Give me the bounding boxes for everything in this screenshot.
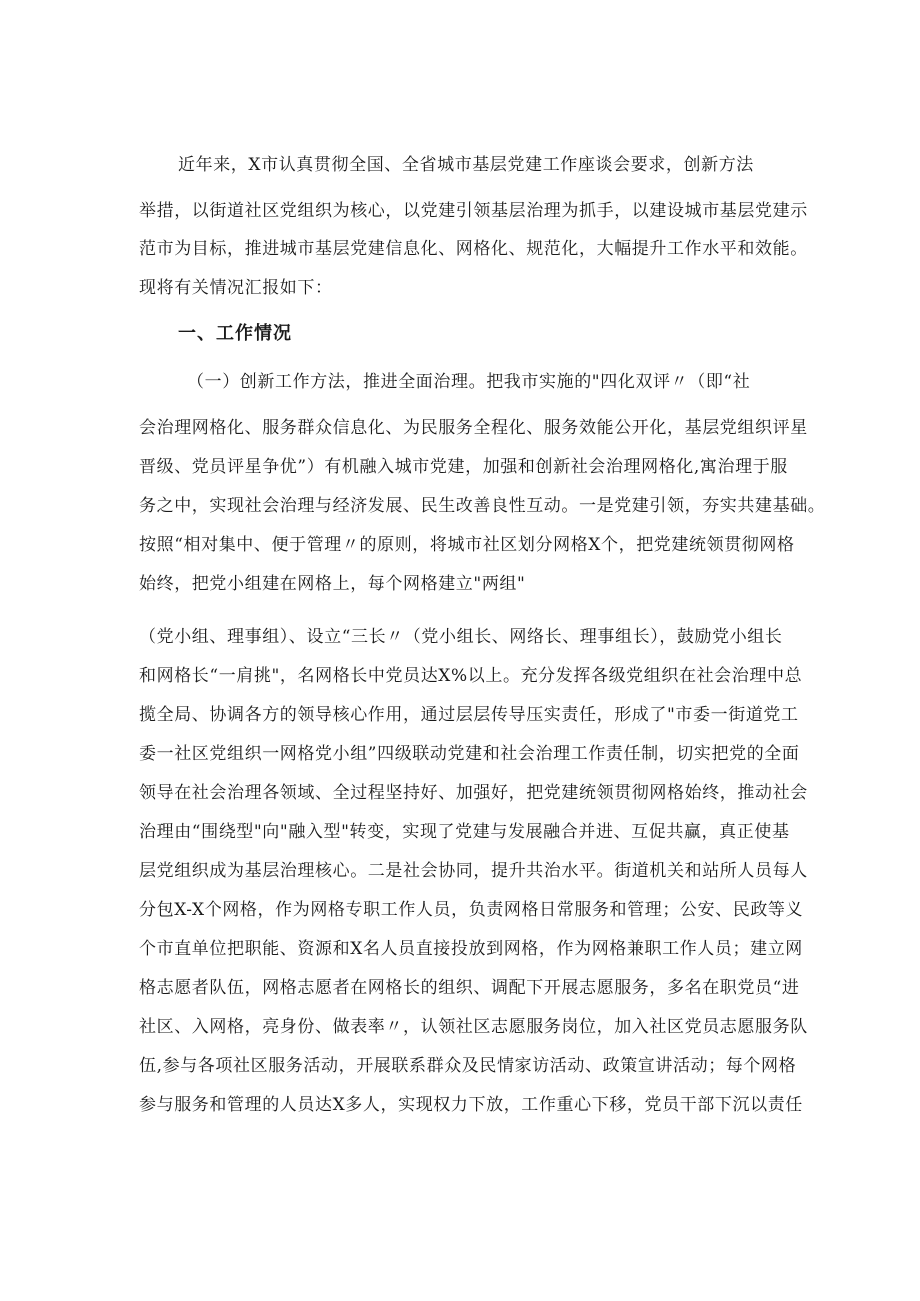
paragraph-line: （党小组、理事组）、设立“三长〃（党小组长、网络长、理事组长），鼓励党小组长	[139, 627, 783, 647]
intro-line-2: 举措，以街道社区党组织为核心，以党建引领基层治理为抓手，以建设城市基层党建示	[139, 201, 808, 221]
paragraph-line: （一）创新工作方法，推进全面治理。把我市实施的"四化双评〃（即“社	[187, 372, 751, 392]
section-heading: 一、工作情况	[178, 323, 292, 344]
paragraph-line: 始终，把党小组建在网格上，每个网格建立"两组"	[139, 574, 526, 594]
paragraph-line: 按照“相对集中、便于管理〃的原则，将城市社区划分网格X个，把党建统领贯彻网格	[139, 535, 795, 555]
intro-line-3: 范市为目标，推进城市基层党建信息化、网格化、规范化，大幅提升工作水平和效能。	[139, 239, 808, 259]
paragraph-line: 分包X-X个网格，作为网格专职工作人员，负责网格日常服务和管理；公安、民政等义	[139, 900, 804, 920]
paragraph-line: 个市直单位把职能、资源和X名人员直接投放到网格，作为网格兼职工作人员；建立网	[139, 939, 803, 959]
paragraph-line: 和网格长“一肩挑"，名网格长中党员达X%以上。充分发挥各级党组织在社会治理中总	[139, 666, 803, 686]
paragraph-line: 伍,参与各项社区服务活动，开展联系群众及民情家访活动、政策宣讲活动；每个网格	[139, 1056, 797, 1076]
paragraph-line: 治理由“围绕型"向"融入型"转变，实现了党建与发展融合并进、互促共赢，真正使基	[139, 822, 790, 842]
paragraph-line: 层党组织成为基层治理核心。二是社会协同，提升共治水平。街道机关和站所人员每人	[139, 861, 808, 881]
paragraph-line: 务之中，实现社会治理与经济发展、民生改善良性互动。一是党建引领，夯实共建基础。	[139, 496, 826, 516]
paragraph-line: 委一社区党组织一网格党小组”四级联动党建和社会治理工作责任制，切实把党的全面	[139, 744, 800, 764]
paragraph-line: 会治理网格化、服务群众信息化、为民服务全程化、服务效能公开化，基层党组织评星	[139, 418, 808, 438]
paragraph-line: 晋级、党员评星争优”）有机融入城市党建，加强和创新社会治理网格化,寓治理于服	[139, 457, 788, 477]
paragraph-line: 揽全局、协调各方的领导核心作用，通过层层传导压实责任，形成了"市委一街道党工	[139, 705, 799, 725]
intro-line-1: 近年来，X市认真贯彻全国、全省城市基层党建工作座谈会要求，创新方法	[178, 155, 754, 175]
paragraph-line: 社区、入网格，亮身份、做表率〃，认领社区志愿服务岗位，加入社区党员志愿服务队	[139, 1017, 808, 1037]
paragraph-line: 参与服务和管理的人员达X多人，实现权力下放，工作重心下移，党员干部下沉以责任	[139, 1095, 803, 1115]
intro-line-4: 现将有关情况汇报如下：	[139, 278, 333, 298]
paragraph-line: 领导在社会治理各领域、全过程坚持好、加强好，把党建统领贯彻网格始终，推动社会	[139, 783, 808, 803]
paragraph-line: 格志愿者队伍，网格志愿者在网格长的组织、调配下开展志愿服务，多名在职党员“进	[139, 978, 800, 998]
